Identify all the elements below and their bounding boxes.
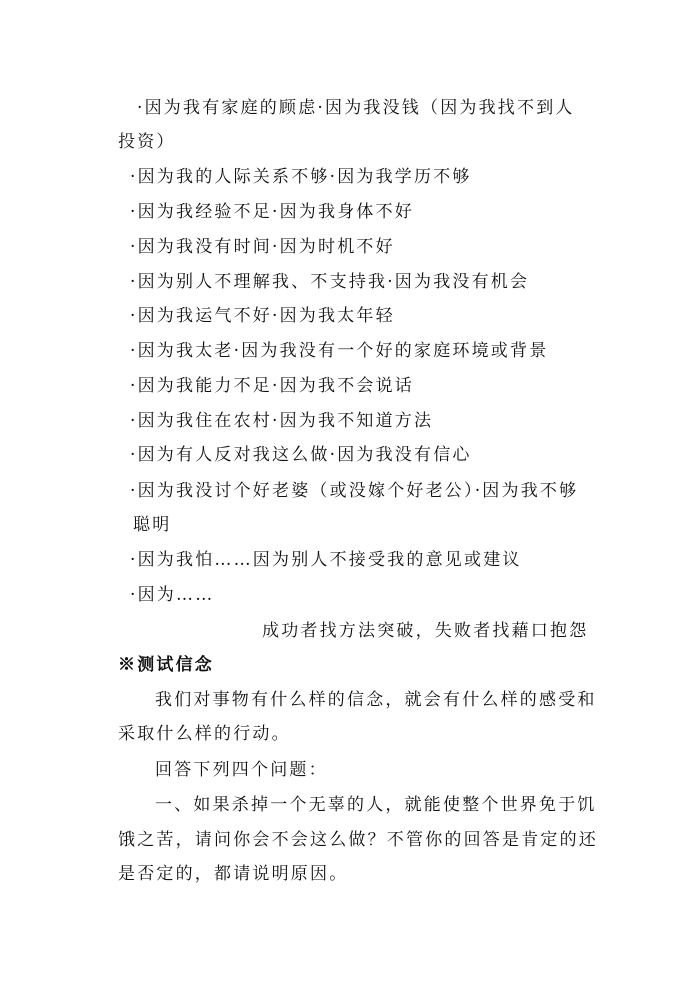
reason-line: ·因为我怕……因为别人不接受我的意见或建议 xyxy=(130,550,522,570)
reason-line: ·因为我运气不好·因为我太年轻 xyxy=(130,306,395,326)
section-heading: ※测试信念 xyxy=(118,655,214,675)
reason-line: 投资） xyxy=(118,132,176,152)
reason-line: ·因为我没讨个好老婆（或没嫁个好老公）·因为我不够 xyxy=(130,481,579,501)
reason-line: ·因为我能力不足·因为我不会说话 xyxy=(130,376,415,396)
question-line: 一、如果杀掉一个无辜的人，就能使整个世界免于饥 xyxy=(155,795,597,815)
reason-line: ·因为我太老·因为我没有一个好的家庭环境或背景 xyxy=(130,341,549,361)
paragraph-line: 回答下列四个问题： xyxy=(155,760,328,780)
reason-line: ·因为我没有时间·因为时机不好 xyxy=(130,237,395,257)
paragraph-line: 我们对事物有什么样的信念，就会有什么样的感受和 xyxy=(155,690,597,710)
reason-line: ·因为我的人际关系不够·因为我学历不够 xyxy=(130,167,472,187)
reason-line: ·因为别人不理解我、不支持我·因为我没有机会 xyxy=(130,272,530,292)
reason-line: ·因为有人反对我这么做·因为我没有信心 xyxy=(130,445,472,465)
paragraph-line: 采取什么样的行动。 xyxy=(118,724,291,744)
question-line: 饿之苦，请问你会不会这么做？不管你的回答是肯定的还 xyxy=(118,830,598,850)
reason-line: ·因为我有家庭的顾虑·因为我没钱（因为我找不到人 xyxy=(137,98,575,118)
reason-line: 聪明 xyxy=(133,515,172,535)
reason-line: ·因为我住在农村·因为我不知道方法 xyxy=(130,411,434,431)
reason-line: ·因为我经验不足·因为我身体不好 xyxy=(130,202,415,222)
question-line: 是否定的，都请说明原因。 xyxy=(118,864,349,884)
reason-line: ·因为…… xyxy=(130,585,215,605)
quote-line: 成功者找方法突破，失败者找藉口抱怨 xyxy=(262,621,589,641)
